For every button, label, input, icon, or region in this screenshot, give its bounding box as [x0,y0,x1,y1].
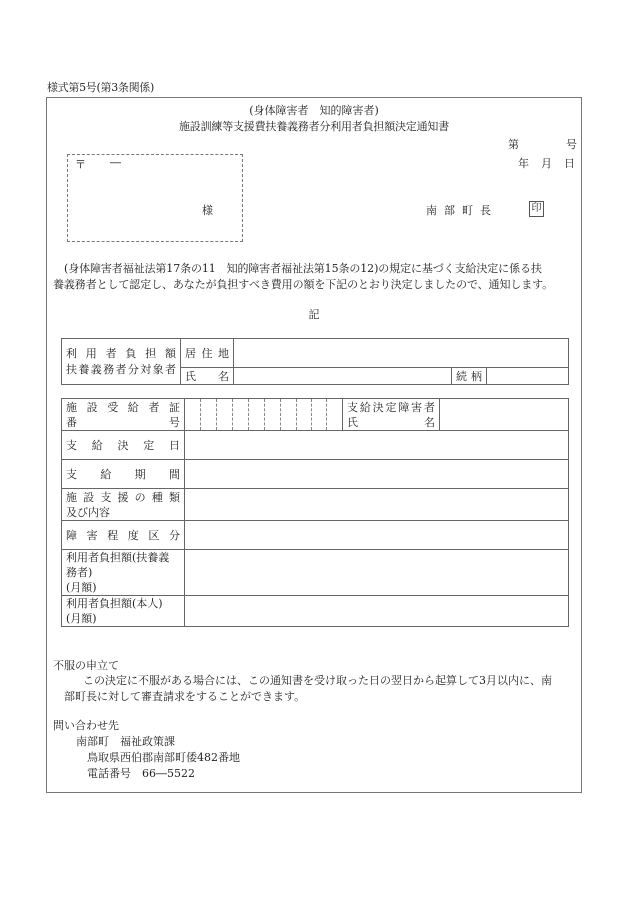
ki-heading: 記 [308,308,320,321]
guardian-charge-label-line1: 利用者負担額(扶養義 [66,551,170,564]
doc-number-suffix: 号 [566,138,577,151]
postal-code-dash: ― [110,156,121,169]
support-type-label [62,489,185,521]
form-code: 様式第5号(第3条関係) [47,81,154,94]
address-field[interactable] [234,339,569,368]
support-type-label-line2: 及び内容 [66,505,110,519]
appeal-body-line1: この決定に不服がある場合には、この通知書を受け取った日の翌日から起算して3月以内に、南 [83,674,552,687]
notice-body [53,261,581,293]
seal-icon: 印 [529,201,544,217]
disability-level-field[interactable] [185,521,569,550]
contact-phone: 電話番号 66―5522 [87,767,195,780]
title-subtitle: (身体障害者 知的障害者) [249,104,379,117]
guardian-charge-label [62,550,185,596]
postal-mark-icon: 〒 [75,158,86,171]
group-label-line2: 扶養義務者分対象者 [66,362,176,376]
relation-label: 続柄 [452,368,487,385]
payment-period-label: 支給期間 [62,460,185,489]
self-charge-label [62,596,185,627]
name-label: 氏名 [181,368,234,385]
guardian-charge-field[interactable] [185,550,569,596]
self-charge-field[interactable] [185,596,569,627]
cert-number-label-line1: 施設受給者証 [66,400,180,414]
self-charge-label-line1: 利用者負担額(本人) [66,597,163,610]
cert-digit-field[interactable] [201,399,217,431]
address-label: 居住地 [181,339,234,368]
relation-field[interactable] [487,368,569,385]
person-label [343,399,440,431]
cert-digit-field[interactable] [281,399,297,431]
group-label-line1: 利用者負担額 [66,346,176,360]
date-month: 月 [541,157,552,170]
group-label-cell [62,339,181,385]
recipient-address-box [67,154,243,242]
appeal-body-line2: 部町長に対して審査請求をすることができます。 [64,690,306,703]
decision-date-field[interactable] [185,431,569,460]
appeal-heading: 不服の申立て [53,659,119,672]
cert-digit-field[interactable] [233,399,249,431]
disability-level-label: 障害程度区分 [62,521,185,550]
subject-person-table [61,338,569,385]
contact-heading: 問い合わせ先 [53,719,119,732]
appeal-body [64,673,580,705]
notice-body-line2: 養義務者として認定し、あなたが負担すべき費用の額を下記のとおり決定しましたので、通知します。 [53,278,554,291]
date-year: 年 [518,157,529,170]
doc-number-prefix: 第 [508,138,519,151]
support-type-label-line1: 施設支援の種類 [66,490,180,504]
name-field[interactable] [234,368,452,385]
guardian-charge-label-line2: 務者) [66,566,93,579]
contact-address: 鳥取県西伯郡南部町倭482番地 [87,751,240,764]
support-type-field[interactable] [185,489,569,521]
issue-date [518,155,575,171]
self-charge-label-line2: (月額) [66,612,97,625]
cert-digit-field[interactable] [327,399,343,431]
person-label-line2: 氏名 [347,415,435,429]
decision-date-label: 支給決定日 [62,431,185,460]
person-label-line1: 支給決定障害者 [347,400,435,414]
cert-digit-field[interactable] [297,399,312,431]
issuer-name: 南部町長 [426,204,498,217]
guardian-charge-label-line3: (月額) [66,581,97,594]
notice-body-line1: (身体障害者福祉法第17条の11 知的障害者福祉法第15条の12)の規定に基づく支給決定に係る扶 [64,262,542,275]
cert-digit-field[interactable] [312,399,327,431]
decision-details-table [61,398,569,627]
cert-digit-field[interactable] [185,399,201,431]
cert-number-label-line2: 番号 [66,415,180,429]
cert-number-label [62,399,185,431]
cert-digit-field[interactable] [217,399,233,431]
person-name-field[interactable] [440,399,569,431]
payment-period-field[interactable] [185,460,569,489]
cert-digit-field[interactable] [265,399,281,431]
contact-department: 南部町 福祉政策課 [76,735,175,748]
date-day: 日 [564,157,575,170]
cert-digit-field[interactable] [249,399,265,431]
honorific: 様 [202,204,213,217]
document-title: 施設訓練等支援費扶養義務者分利用者負担額決定通知書 [179,120,449,133]
